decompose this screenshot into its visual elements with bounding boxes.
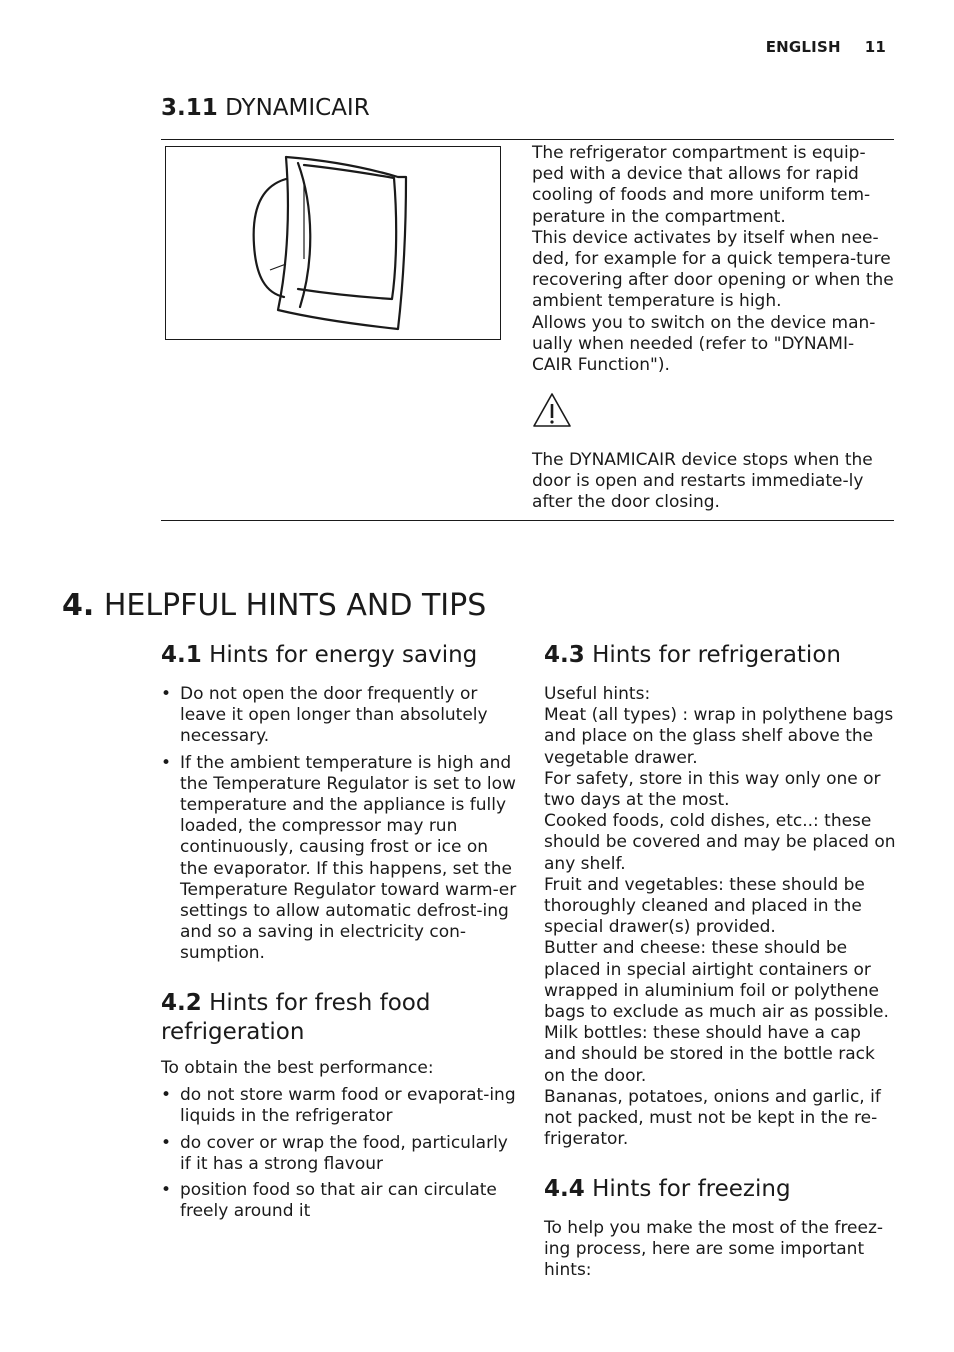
section-4-3-paragraph: Bananas, potatoes, onions and garlic, if not packed, must not be kept in the re-frigerator. (544, 1086, 881, 1150)
header-page-number: 11 (864, 38, 886, 56)
header-language: ENGLISH (765, 38, 841, 56)
warning-icon (532, 392, 572, 432)
list-item: • If the ambient temperature is high and the Temperature Regulator is set to low temperature and the appliance is fully loaded, the compressor may run continuously, causing frost or ice on the evaporator. If this happens, set the Temperature Regulator toward warm-er settings to allow automatic defrost-ing and so a saving in electricity con-sumption. (161, 753, 517, 965)
section-3-11-top-rule (161, 139, 894, 140)
section-4-3-content (544, 684, 896, 1150)
dynamicair-warning-text: The DYNAMICAIR device stops when the door is open and restarts immediate-ly after the door closing. (532, 450, 873, 513)
list-item: • do cover or wrap the food, particularly if it has a strong flavour (161, 1133, 517, 1175)
section-4-4-intro: To help you make the most of the freez-ing process, here are some important hints: (544, 1218, 884, 1281)
section-4-3-paragraph: Meat (all types) : wrap in polythene bags and place on the glass shelf above the vegetable drawer. (544, 705, 894, 768)
section-4-3-paragraph: Butter and cheese: these should be placed in special airtight containers or wrapped in aluminium foil or polythene bags to exclude as much air as possible. (544, 938, 889, 1023)
section-3-11-number: 3.11 (161, 95, 218, 121)
section-4-1-list (161, 684, 517, 970)
section-4-3-paragraph: Cooked foods, cold dishes, etc..: these should be covered and may be placed on any shelf. (544, 811, 896, 874)
chapter-4-title (62, 588, 486, 623)
section-4-4-number: 4.4 (544, 1176, 585, 1202)
section-4-3-title: Hints for refrigeration (592, 642, 841, 668)
chapter-4-title-text: HELPFUL HINTS AND TIPS (103, 588, 487, 623)
section-3-11-paragraph-1: The refrigerator compartment is equip-ped with a device that allows for rapid cooling of foods and more uniform tem-perature in the compartment. (532, 143, 871, 227)
section-4-3-heading (544, 642, 841, 668)
section-4-2-content (161, 1058, 517, 1227)
chapter-4-number: 4. (62, 588, 95, 623)
section-4-2-intro: To obtain the best performance: (161, 1058, 434, 1078)
section-3-11-bottom-rule (161, 520, 894, 521)
section-4-4-heading (544, 1176, 791, 1202)
list-item: • position food so that air can circulate freely around it (161, 1180, 517, 1222)
section-3-11-heading (161, 95, 370, 121)
dynamicair-illustration (165, 146, 501, 340)
section-4-1-title: Hints for energy saving (209, 642, 478, 668)
section-4-3-paragraph: For safety, store in this way only one or two days at the most. (544, 768, 881, 811)
section-4-2-number: 4.2 (161, 990, 202, 1016)
section-4-1-number: 4.1 (161, 642, 202, 668)
dynamicair-fan-drawing (166, 147, 500, 339)
section-4-3-paragraph: Useful hints: (544, 684, 651, 704)
list-item: • Do not open the door frequently or leave it open longer than absolutely necessary. (161, 684, 517, 748)
section-4-2-title-line-2: refrigeration (161, 1019, 305, 1045)
running-header (766, 38, 886, 56)
section-3-11-paragraph-3: Allows you to switch on the device man-ually when needed (refer to "DYNAMI-CAIR Function"). (532, 312, 876, 376)
section-4-3-paragraph: Milk bottles: these should have a cap and should be stored in the bottle rack on the door. (544, 1023, 875, 1086)
section-4-3-paragraph: Fruit and vegetables: these should be thoroughly cleaned and placed in the special drawer(s) provided. (544, 874, 865, 938)
section-3-11-title: DYNAMICAIR (225, 95, 370, 121)
section-4-2-heading (161, 989, 430, 1047)
section-4-1-heading (161, 642, 477, 668)
section-4-3-number: 4.3 (544, 642, 585, 668)
section-3-11-paragraph-2: This device activates by itself when nee-ded, for example for a quick tempera-ture recovering after door opening or when the ambient temperature is high. (532, 227, 894, 312)
section-4-4-title: Hints for freezing (592, 1176, 791, 1202)
section-4-2-title-line-1: Hints for fresh food (209, 990, 431, 1016)
list-item: • do not store warm food or evaporat-ing liquids in the refrigerator (161, 1085, 517, 1127)
section-3-11-description (532, 143, 894, 376)
